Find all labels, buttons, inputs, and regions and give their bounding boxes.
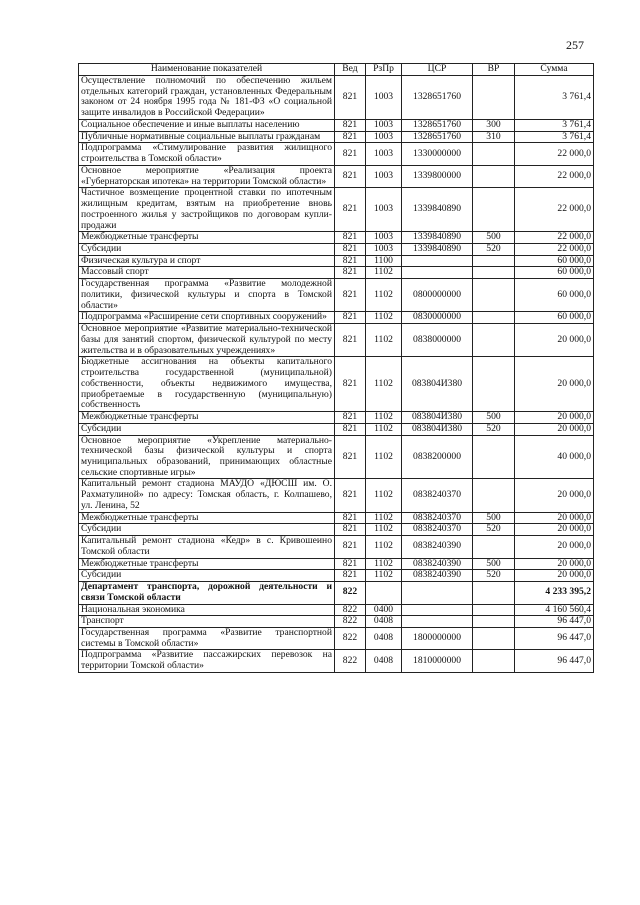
- cell-ved: 822: [335, 650, 366, 672]
- cell-vr: [473, 255, 515, 267]
- table-row: [79, 412, 594, 424]
- cell-rzpr: 1003: [366, 244, 402, 256]
- cell-rzpr: 1003: [366, 165, 402, 187]
- cell-vr: [473, 616, 515, 628]
- table-row: [79, 512, 594, 524]
- cell-ved: 821: [335, 279, 366, 312]
- cell-name: Частичное возмещение процентной ставки по ипотечным жилищным кредитам, взятым на приобретение вновь построенного жилья у застройщиков по договорам купли-продажи: [79, 188, 335, 232]
- table-row: [79, 119, 594, 131]
- cell-name: Субсидии: [79, 244, 335, 256]
- cell-csr: 1330000000: [402, 143, 473, 165]
- cell-sum: 22 000,0: [515, 143, 594, 165]
- header-csr: ЦСР: [402, 64, 473, 76]
- cell-csr: 1328651760: [402, 131, 473, 143]
- cell-rzpr: 1102: [366, 512, 402, 524]
- table-row: [79, 165, 594, 187]
- table-row: [79, 423, 594, 435]
- cell-sum: 22 000,0: [515, 165, 594, 187]
- cell-sum: 22 000,0: [515, 232, 594, 244]
- cell-name: Социальное обеспечение и иные выплаты населению: [79, 119, 335, 131]
- cell-vr: [473, 312, 515, 324]
- cell-sum: 20 000,0: [515, 423, 594, 435]
- cell-sum: 20 000,0: [515, 524, 594, 536]
- table-row: [79, 357, 594, 412]
- page-number: 257: [566, 38, 584, 52]
- cell-csr: 0800000000: [402, 279, 473, 312]
- cell-rzpr: 0408: [366, 627, 402, 649]
- cell-vr: [473, 536, 515, 558]
- cell-rzpr: 1102: [366, 357, 402, 412]
- cell-name: Межбюджетные трансферты: [79, 558, 335, 570]
- cell-sum: 60 000,0: [515, 279, 594, 312]
- cell-sum: 60 000,0: [515, 267, 594, 279]
- cell-csr: 0838200000: [402, 435, 473, 479]
- table-row: [79, 604, 594, 616]
- cell-name: Департамент транспорта, дорожной деятельности и связи Томской области: [79, 582, 335, 604]
- cell-name: Подпрограмма «Стимулирование развития жилищного строительства в Томской области»: [79, 143, 335, 165]
- table-row: [79, 616, 594, 628]
- budget-table: [78, 63, 594, 673]
- cell-rzpr: 0408: [366, 616, 402, 628]
- cell-rzpr: 1102: [366, 279, 402, 312]
- cell-csr: [402, 255, 473, 267]
- cell-sum: 22 000,0: [515, 188, 594, 232]
- cell-ved: 821: [335, 312, 366, 324]
- table-row: [79, 536, 594, 558]
- table-row: [79, 267, 594, 279]
- cell-name: Массовый спорт: [79, 267, 335, 279]
- table-header-row: [79, 64, 594, 76]
- cell-ved: 821: [335, 423, 366, 435]
- table-row: [79, 570, 594, 582]
- cell-ved: 821: [335, 119, 366, 131]
- table-row: [79, 558, 594, 570]
- table-body: [79, 76, 594, 673]
- cell-rzpr: 0400: [366, 604, 402, 616]
- cell-csr: 1800000000: [402, 627, 473, 649]
- cell-name: Государственная программа «Развитие молодежной политики, физической культуры и спорта в Томской области»: [79, 279, 335, 312]
- header-vr: ВР: [473, 64, 515, 76]
- table-row: [79, 435, 594, 479]
- cell-ved: 821: [335, 357, 366, 412]
- cell-sum: 20 000,0: [515, 324, 594, 357]
- cell-name: Подпрограмма «Развитие пассажирских перевозок на территории Томской области»: [79, 650, 335, 672]
- cell-name: Субсидии: [79, 524, 335, 536]
- cell-rzpr: 1102: [366, 558, 402, 570]
- cell-vr: [473, 324, 515, 357]
- cell-rzpr: 1100: [366, 255, 402, 267]
- cell-ved: 821: [335, 267, 366, 279]
- cell-ved: 821: [335, 255, 366, 267]
- cell-rzpr: 1102: [366, 267, 402, 279]
- cell-vr: 310: [473, 131, 515, 143]
- cell-ved: 821: [335, 165, 366, 187]
- cell-sum: 20 000,0: [515, 357, 594, 412]
- cell-ved: 822: [335, 582, 366, 604]
- cell-name: Межбюджетные трансферты: [79, 232, 335, 244]
- cell-name: Физическая культура и спорт: [79, 255, 335, 267]
- table-row: [79, 312, 594, 324]
- table-row: [79, 255, 594, 267]
- cell-rzpr: 1102: [366, 524, 402, 536]
- header-sum: Сумма: [515, 64, 594, 76]
- cell-csr: [402, 267, 473, 279]
- cell-name: Публичные нормативные социальные выплаты гражданам: [79, 131, 335, 143]
- table-row: [79, 479, 594, 512]
- cell-vr: [473, 650, 515, 672]
- cell-csr: 0838240390: [402, 570, 473, 582]
- cell-ved: 821: [335, 558, 366, 570]
- cell-rzpr: 1102: [366, 479, 402, 512]
- cell-ved: 821: [335, 131, 366, 143]
- cell-rzpr: 1102: [366, 435, 402, 479]
- cell-sum: 60 000,0: [515, 312, 594, 324]
- cell-name: Осуществление полномочий по обеспечению жильем отдельных категорий граждан, установленных Федеральным законом от 24 ноября 1995 года № 181-ФЗ «О социальной защите инвалидов в Российской Федерации»: [79, 76, 335, 120]
- cell-csr: 0838000000: [402, 324, 473, 357]
- cell-vr: [473, 582, 515, 604]
- cell-vr: 500: [473, 412, 515, 424]
- cell-ved: 821: [335, 188, 366, 232]
- cell-csr: 0838240370: [402, 479, 473, 512]
- cell-ved: 821: [335, 536, 366, 558]
- cell-vr: [473, 479, 515, 512]
- cell-csr: 083804И380: [402, 357, 473, 412]
- cell-sum: 4 233 395,2: [515, 582, 594, 604]
- cell-vr: [473, 165, 515, 187]
- cell-rzpr: 1102: [366, 312, 402, 324]
- cell-ved: 821: [335, 232, 366, 244]
- cell-sum: 96 447,0: [515, 650, 594, 672]
- cell-rzpr: 1003: [366, 131, 402, 143]
- cell-name: Капитальный ремонт стадиона МАУДО «ДЮСШ им. О. Рахматулиной» по адресу: Томская область, г. Колпашево, ул. Ленина, 52: [79, 479, 335, 512]
- cell-sum: 96 447,0: [515, 627, 594, 649]
- cell-vr: [473, 604, 515, 616]
- cell-sum: 3 761,4: [515, 76, 594, 120]
- cell-ved: 821: [335, 524, 366, 536]
- cell-rzpr: 1102: [366, 324, 402, 357]
- cell-rzpr: 0408: [366, 650, 402, 672]
- cell-csr: 1339840890: [402, 244, 473, 256]
- cell-rzpr: 1102: [366, 423, 402, 435]
- cell-ved: 821: [335, 143, 366, 165]
- cell-rzpr: 1102: [366, 412, 402, 424]
- table-row: [79, 232, 594, 244]
- cell-sum: 20 000,0: [515, 412, 594, 424]
- cell-rzpr: 1003: [366, 119, 402, 131]
- cell-vr: [473, 435, 515, 479]
- cell-csr: [402, 582, 473, 604]
- cell-vr: [473, 279, 515, 312]
- cell-rzpr: 1003: [366, 232, 402, 244]
- cell-name: Государственная программа «Развитие транспортной системы в Томской области»: [79, 627, 335, 649]
- cell-rzpr: 1003: [366, 188, 402, 232]
- table-row: [79, 627, 594, 649]
- cell-csr: 1328651760: [402, 119, 473, 131]
- table-row: [79, 188, 594, 232]
- table-row: [79, 131, 594, 143]
- cell-csr: 083804И380: [402, 423, 473, 435]
- cell-name: Капитальный ремонт стадиона «Кедр» в с. Кривошеино Томской области: [79, 536, 335, 558]
- cell-sum: 20 000,0: [515, 479, 594, 512]
- cell-csr: 1339840890: [402, 188, 473, 232]
- table-row: [79, 76, 594, 120]
- cell-sum: 96 447,0: [515, 616, 594, 628]
- cell-csr: 0838240370: [402, 524, 473, 536]
- cell-ved: 821: [335, 324, 366, 357]
- cell-rzpr: 1102: [366, 570, 402, 582]
- cell-ved: 821: [335, 512, 366, 524]
- cell-name: Основное мероприятие «Укрепление материально-технической базы физической культуры и спорта муниципальных образований, принимающих областные сельские спортивные игры»: [79, 435, 335, 479]
- cell-ved: 821: [335, 479, 366, 512]
- cell-vr: 520: [473, 570, 515, 582]
- cell-rzpr: 1102: [366, 536, 402, 558]
- cell-csr: 0838240370: [402, 512, 473, 524]
- cell-vr: 500: [473, 558, 515, 570]
- cell-ved: 821: [335, 412, 366, 424]
- cell-vr: 520: [473, 423, 515, 435]
- cell-csr: 083804И380: [402, 412, 473, 424]
- cell-ved: 822: [335, 604, 366, 616]
- cell-rzpr: 1003: [366, 76, 402, 120]
- table-row: [79, 244, 594, 256]
- cell-csr: 0838240390: [402, 536, 473, 558]
- cell-name: Подпрограмма «Расширение сети спортивных сооружений»: [79, 312, 335, 324]
- cell-name: Субсидии: [79, 570, 335, 582]
- cell-csr: [402, 604, 473, 616]
- cell-name: Национальная экономика: [79, 604, 335, 616]
- cell-sum: 22 000,0: [515, 244, 594, 256]
- cell-csr: 0830000000: [402, 312, 473, 324]
- cell-vr: 520: [473, 524, 515, 536]
- cell-vr: 520: [473, 244, 515, 256]
- table-row: [79, 582, 594, 604]
- cell-name: Субсидии: [79, 423, 335, 435]
- cell-name: Межбюджетные трансферты: [79, 512, 335, 524]
- cell-sum: 20 000,0: [515, 512, 594, 524]
- cell-name: Межбюджетные трансферты: [79, 412, 335, 424]
- cell-rzpr: [366, 582, 402, 604]
- cell-ved: 821: [335, 76, 366, 120]
- cell-rzpr: 1003: [366, 143, 402, 165]
- table-row: [79, 324, 594, 357]
- cell-csr: 0838240390: [402, 558, 473, 570]
- cell-csr: 1810000000: [402, 650, 473, 672]
- header-rzpr: РзПр: [366, 64, 402, 76]
- cell-vr: [473, 267, 515, 279]
- cell-ved: 821: [335, 570, 366, 582]
- cell-ved: 821: [335, 244, 366, 256]
- cell-csr: [402, 616, 473, 628]
- table-row: [79, 279, 594, 312]
- cell-csr: 1328651760: [402, 76, 473, 120]
- cell-sum: 3 761,4: [515, 131, 594, 143]
- table-row: [79, 524, 594, 536]
- cell-vr: 500: [473, 512, 515, 524]
- header-ved: Вед: [335, 64, 366, 76]
- cell-ved: 822: [335, 616, 366, 628]
- cell-csr: 1339800000: [402, 165, 473, 187]
- cell-ved: 821: [335, 435, 366, 479]
- cell-sum: 20 000,0: [515, 570, 594, 582]
- cell-sum: 3 761,4: [515, 119, 594, 131]
- cell-sum: 40 000,0: [515, 435, 594, 479]
- table-row: [79, 143, 594, 165]
- cell-name: Бюджетные ассигнования на объекты капитального строительства государственной (муниципальной) собственности, объекты недвижимого имущества, приобретаемые в государственную (муниципальную) собственность: [79, 357, 335, 412]
- header-name: Наименование показателей: [79, 64, 335, 76]
- cell-vr: 300: [473, 119, 515, 131]
- cell-vr: [473, 76, 515, 120]
- cell-name: Основное мероприятие «Развитие материально-технической базы для занятий спортом, физической культурой по месту жительства и в образовательных учреждениях»: [79, 324, 335, 357]
- cell-vr: [473, 188, 515, 232]
- cell-ved: 822: [335, 627, 366, 649]
- cell-csr: 1339840890: [402, 232, 473, 244]
- cell-sum: 60 000,0: [515, 255, 594, 267]
- cell-vr: [473, 627, 515, 649]
- table-row: [79, 650, 594, 672]
- cell-sum: 20 000,0: [515, 558, 594, 570]
- cell-sum: 4 160 560,4: [515, 604, 594, 616]
- cell-vr: 500: [473, 232, 515, 244]
- cell-name: Транспорт: [79, 616, 335, 628]
- cell-sum: 20 000,0: [515, 536, 594, 558]
- cell-vr: [473, 143, 515, 165]
- cell-name: Основное мероприятие «Реализация проекта «Губернаторская ипотека» на территории Томской области»: [79, 165, 335, 187]
- cell-vr: [473, 357, 515, 412]
